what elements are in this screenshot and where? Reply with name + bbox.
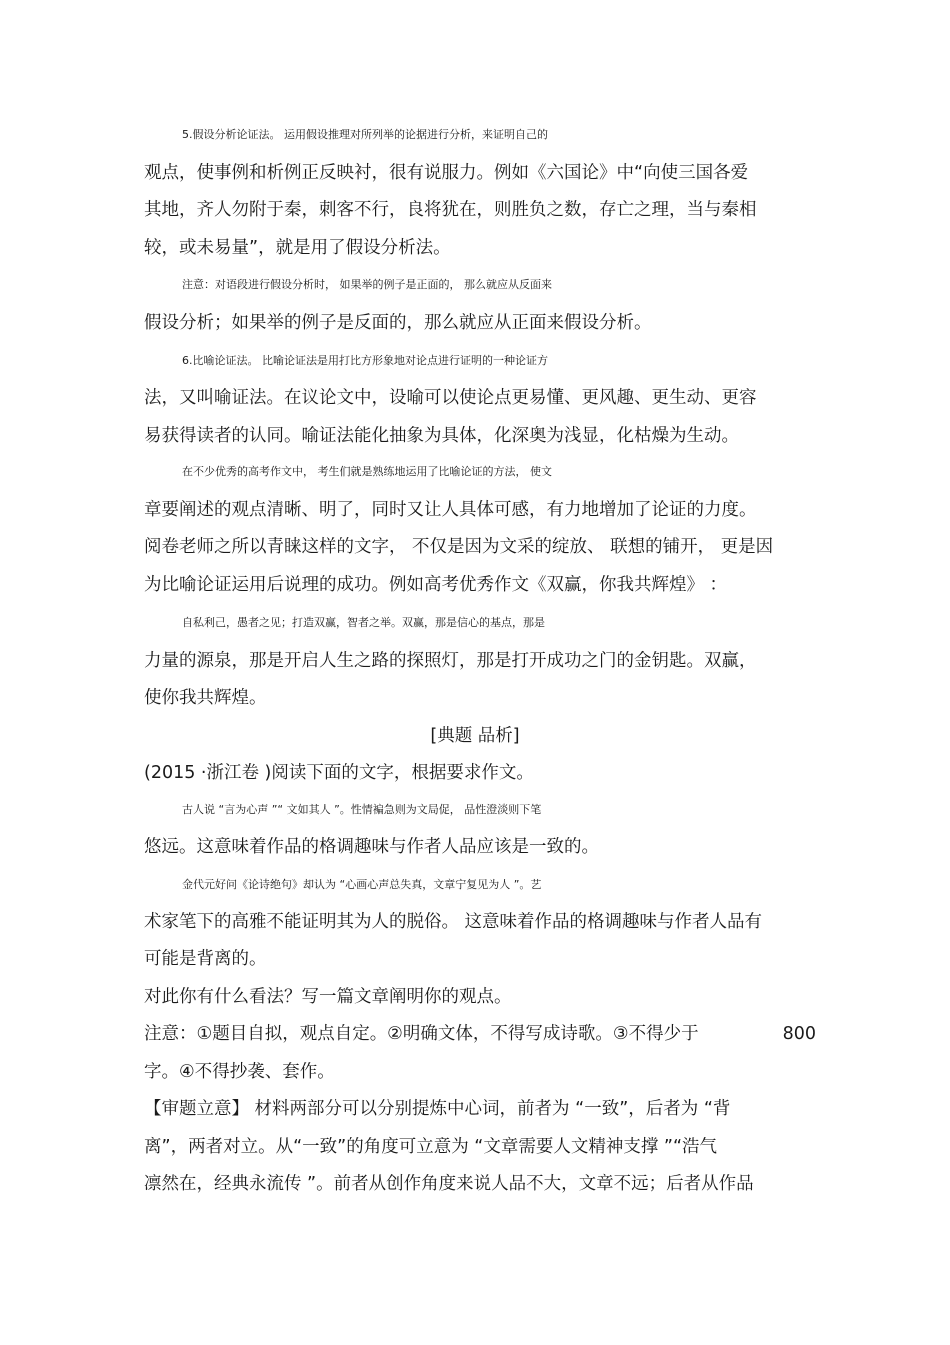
note-line (144, 1021, 816, 1047)
text-line: 使你我共辉煌。 (144, 688, 267, 708)
text-line: 金代元好问《论诗绝句》却认为 “心画心声总失真，文章宁复见为人 ”。艺 (182, 878, 542, 891)
text-line: 阅卷老师之所以青睐这样的文字， 不仅是因为文采的绽放、 联想的铺开， 更是因 (144, 537, 774, 557)
text-line: 离”，两者对立。从“一致”的角度可立意为 “文章需要人文精神支撑 ”“浩气 (144, 1137, 718, 1157)
text-line: 章要阐述的观点清晰、明了，同时又让人具体可感，有力地增加了论证的力度。 (144, 500, 757, 520)
text-line: 自私利己，愚者之见；打造双赢，智者之举。双赢，那是信心的基点，那是 (182, 616, 545, 629)
text-line: 在不少优秀的高考作文中， 考生们就是熟练地运用了比喻论证的方法， 使文 (182, 465, 552, 478)
text-line: 凛然在，经典永流传 ”。前者从创作角度来说人品不大，文章不远；后者从作品 (144, 1174, 754, 1194)
text-line: 【审题立意】 材料两部分可以分别提炼中心词，前者为 “一致”，后者为 “背 (144, 1099, 731, 1119)
text-line: 易获得读者的认同。喻证法能化抽象为具体，化深奥为浅显，化枯燥为生动。 (144, 426, 739, 446)
text-line: 为比喻论证运用后说理的成功。例如高考优秀作文《双赢，你我共辉煌》 ： (144, 575, 728, 595)
text-line: 古人说 “言为心声 ”“ 文如其人 ”。性情褊急则为文局促， 品性澄淡则下笔 (182, 803, 542, 816)
note-text: 注意：①题目自拟，观点自定。②明确文体，不得写成诗歌。③不得少于 (144, 1024, 699, 1044)
text-line: 注意：对语段进行假设分析时， 如果举的例子是正面的， 那么就应从反面来 (182, 278, 552, 291)
text-line: 假设分析；如果举的例子是反面的，那么就应从正面来假设分析。 (144, 313, 652, 333)
text-line: 悠远。这意味着作品的格调趣味与作者人品应该是一致的。 (144, 837, 599, 857)
text-line: (2015 ·浙江卷 )阅读下面的文字，根据要求作文。 (144, 763, 534, 783)
section-heading: [典题 品析] (430, 726, 520, 746)
text-line: 字。④不得抄袭、套作。 (144, 1062, 335, 1082)
text-line: 其地，齐人勿附于秦，刺客不行，良将犹在，则胜负之数，存亡之理，当与秦相 (144, 200, 757, 220)
text-line: 术家笔下的高雅不能证明其为人的脱俗。 这意味着作品的格调趣味与作者人品有 (144, 912, 763, 932)
text-line: 法，又叫喻证法。在议论文中，设喻可以使论点更易懂、更风趣、更生动、更容 (144, 388, 757, 408)
word-count: 800 (782, 1024, 816, 1044)
text-line: 较，或未易量”，就是用了假设分析法。 (144, 238, 451, 258)
text-line: 6.比喻论证法。 比喻论证法是用打比方形象地对论点进行证明的一种论证方 (182, 354, 548, 367)
text-line: 力量的源泉，那是开启人生之路的探照灯，那是打开成功之门的金钥匙。双赢， (144, 651, 757, 671)
text-line: 可能是背离的。 (144, 949, 267, 969)
text-line: 观点，使事例和析例正反映衬，很有说服力。例如《六国论》中“向使三国各爱 (144, 163, 749, 183)
text-line: 对此你有什么看法？写一篇文章阐明你的观点。 (144, 987, 512, 1007)
text-line: 5.假设分析论证法。 运用假设推理对所列举的论据进行分析，来证明自己的 (182, 128, 548, 141)
